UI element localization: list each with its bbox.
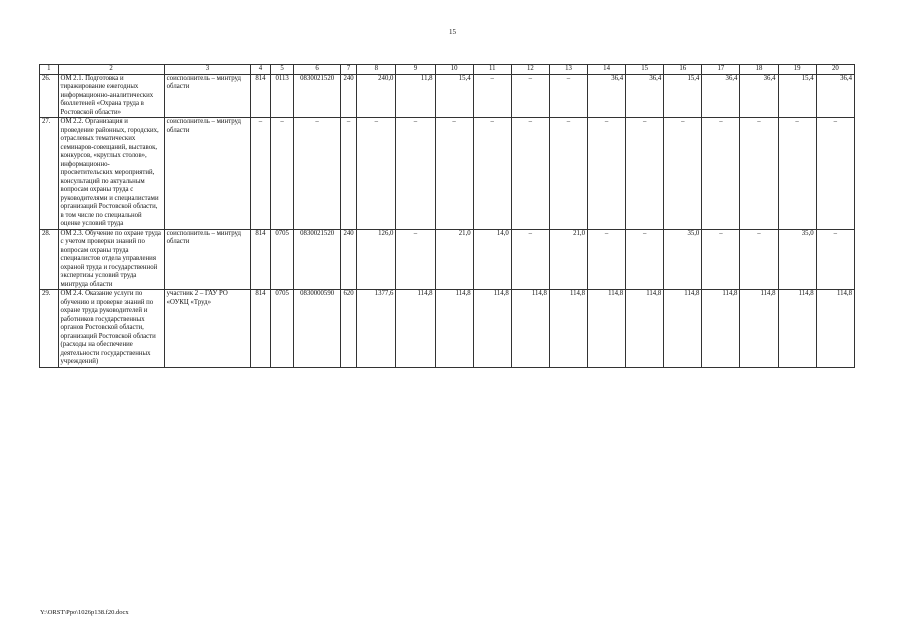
amount-cell: 15,4 (435, 74, 473, 118)
amount-cell: – (702, 229, 740, 290)
amount-cell: – (549, 118, 587, 230)
table-row (40, 229, 855, 290)
budget-code-cell: 620 (340, 290, 356, 368)
header-cell: 14 (588, 65, 626, 75)
header-cell: 3 (164, 65, 251, 75)
amount-cell: – (740, 229, 778, 290)
amount-cell: – (511, 229, 549, 290)
header-cell: 6 (294, 65, 340, 75)
amount-cell: 36,4 (588, 74, 626, 118)
amount-cell: 114,8 (396, 290, 435, 368)
budget-code-cell: – (251, 118, 271, 230)
budget-table-container (39, 64, 855, 368)
budget-code-cell: 814 (251, 74, 271, 118)
header-cell: 9 (396, 65, 435, 75)
header-cell: 4 (251, 65, 271, 75)
header-cell: 17 (702, 65, 740, 75)
header-row (40, 65, 855, 75)
budget-code-cell: 240 (340, 74, 356, 118)
table-row (40, 118, 855, 230)
header-cell: 1 (40, 65, 59, 75)
row-number-cell: 26. (40, 74, 59, 118)
page-number: 15 (449, 28, 456, 36)
table-row (40, 290, 855, 368)
header-cell: 11 (473, 65, 511, 75)
table-row (40, 74, 855, 118)
budget-code-cell: 240 (340, 229, 356, 290)
budget-code-cell: 0705 (270, 290, 294, 368)
amount-cell: 21,0 (549, 229, 587, 290)
amount-cell: 21,0 (435, 229, 473, 290)
header-cell: 18 (740, 65, 778, 75)
event-name-cell: ОМ 2.3. Обучение по охране труда с учетом проверки знаний по вопросам охраны труда специалистов отдела управления охраной труда и государственной экспертизы условий труда минтруда области (58, 229, 164, 290)
header-cell: 19 (778, 65, 816, 75)
amount-cell: 114,8 (778, 290, 816, 368)
amount-cell: – (740, 118, 778, 230)
amount-cell: 114,8 (435, 290, 473, 368)
budget-code-cell: – (294, 118, 340, 230)
budget-code-cell: – (340, 118, 356, 230)
header-cell: 7 (340, 65, 356, 75)
amount-cell: – (357, 118, 396, 230)
amount-cell: 114,8 (664, 290, 702, 368)
header-cell: 10 (435, 65, 473, 75)
row-number-cell: 29. (40, 290, 59, 368)
amount-cell: 114,8 (816, 290, 854, 368)
budget-code-cell: 814 (251, 229, 271, 290)
amount-cell: 114,8 (588, 290, 626, 368)
amount-cell: – (435, 118, 473, 230)
header-cell: 20 (816, 65, 854, 75)
amount-cell: 15,4 (778, 74, 816, 118)
amount-cell: – (626, 118, 664, 230)
header-cell: 16 (664, 65, 702, 75)
amount-cell: 35,0 (778, 229, 816, 290)
executor-cell: соисполнитель – минтруд области (164, 229, 251, 290)
budget-code-cell: 0830000590 (294, 290, 340, 368)
budget-table (39, 64, 855, 368)
amount-cell: 36,4 (702, 74, 740, 118)
amount-cell: 114,8 (702, 290, 740, 368)
budget-code-cell: 814 (251, 290, 271, 368)
amount-cell: – (549, 74, 587, 118)
header-cell: 12 (511, 65, 549, 75)
amount-cell: 14,0 (473, 229, 511, 290)
amount-cell: 1377,6 (357, 290, 396, 368)
amount-cell: – (778, 118, 816, 230)
executor-cell: участник 2 – ГАУ РО «ОУКЦ «Труд» (164, 290, 251, 368)
amount-cell: – (588, 118, 626, 230)
amount-cell: – (473, 118, 511, 230)
amount-cell: 15,4 (664, 74, 702, 118)
row-number-cell: 27. (40, 118, 59, 230)
header-cell: 15 (626, 65, 664, 75)
amount-cell: 35,0 (664, 229, 702, 290)
row-number-cell: 28. (40, 229, 59, 290)
header-cell: 13 (549, 65, 587, 75)
event-name-cell: ОМ 2.4. Оказание услуги по обучению и проверке знаний по охране труда руководителей и работников государственных органов Ростовской области, организаций Ростовской области (расходы на обеспечение деятельности государственных учреждений) (58, 290, 164, 368)
amount-cell: 240,0 (357, 74, 396, 118)
amount-cell: – (588, 229, 626, 290)
amount-cell: 114,8 (740, 290, 778, 368)
amount-cell: 114,8 (473, 290, 511, 368)
event-name-cell: ОМ 2.1. Подготовка и тиражирование ежегодных информационно-аналитических бюллетеней «Охрана труда в Ростовской области» (58, 74, 164, 118)
amount-cell: – (702, 118, 740, 230)
amount-cell: – (473, 74, 511, 118)
amount-cell: – (664, 118, 702, 230)
budget-code-cell: 0705 (270, 229, 294, 290)
header-cell: 5 (270, 65, 294, 75)
header-cell: 2 (58, 65, 164, 75)
amount-cell: – (816, 229, 854, 290)
amount-cell: 114,8 (511, 290, 549, 368)
amount-cell: 114,8 (626, 290, 664, 368)
amount-cell: – (626, 229, 664, 290)
amount-cell: – (396, 229, 435, 290)
budget-code-cell: 0113 (270, 74, 294, 118)
amount-cell: 114,8 (549, 290, 587, 368)
amount-cell: 36,4 (626, 74, 664, 118)
amount-cell: 36,4 (740, 74, 778, 118)
amount-cell: 11,8 (396, 74, 435, 118)
executor-cell: соисполнитель – минтруд области (164, 74, 251, 118)
budget-code-cell: – (270, 118, 294, 230)
amount-cell: 126,0 (357, 229, 396, 290)
header-cell: 8 (357, 65, 396, 75)
event-name-cell: ОМ 2.2. Организация и проведение районных, городских, отраслевых тематических семинаров-совещаний, выставок, конкурсов, «круглых столов», информационно-просветительских мероприятий, консультаций по актуальным вопросам охраны труда с руководителями и специалистами организаций Ростовской области, в том числе по специальной оценке условий труда (58, 118, 164, 230)
amount-cell: – (511, 118, 549, 230)
amount-cell: 36,4 (816, 74, 854, 118)
footer-file-path: Y:\ORST\Ppo\1026p138.f20.docx (40, 609, 129, 616)
amount-cell: – (396, 118, 435, 230)
executor-cell: соисполнитель – минтруд области (164, 118, 251, 230)
amount-cell: – (511, 74, 549, 118)
amount-cell: – (816, 118, 854, 230)
budget-code-cell: 0830021520 (294, 74, 340, 118)
budget-code-cell: 0830021520 (294, 229, 340, 290)
